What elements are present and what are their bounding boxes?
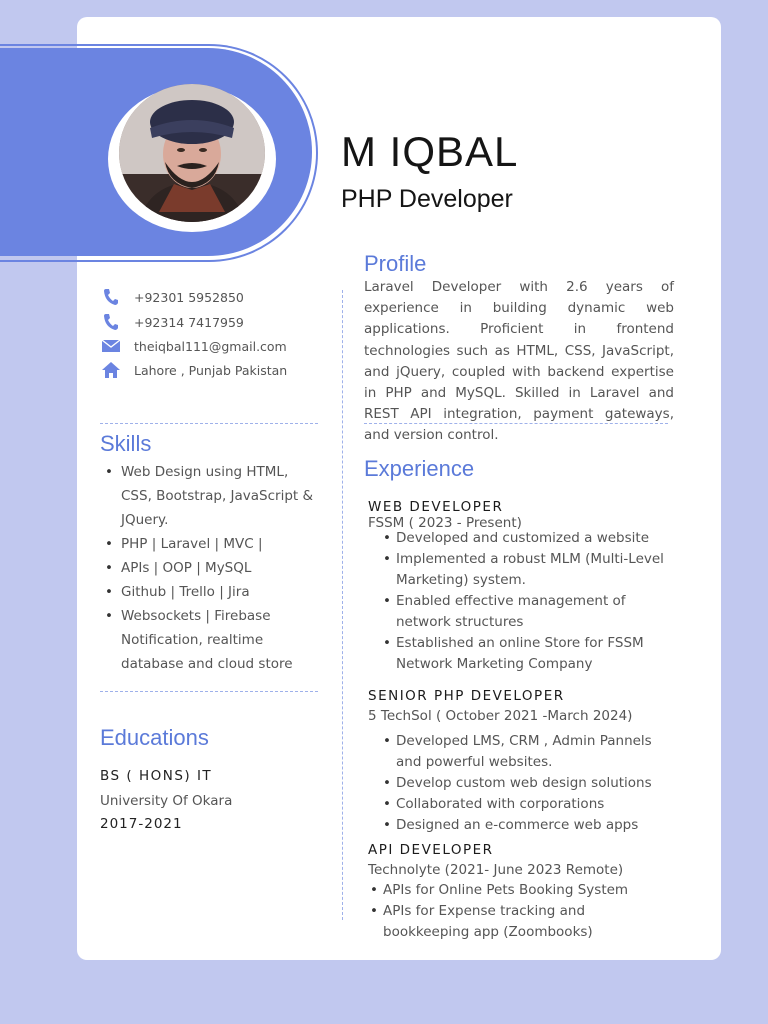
job-bullet: • Developed and customized a website bbox=[383, 528, 673, 549]
job-3-company: Technolyte (2021- June 2023 Remote) bbox=[368, 862, 624, 878]
job-1-bullets bbox=[383, 528, 673, 675]
email-address[interactable]: theiqbal111@gmail.com bbox=[134, 338, 287, 354]
skill-item: • APIs | OOP | MySQL bbox=[105, 556, 315, 580]
skill-item: • Github | Trello | Jira bbox=[105, 580, 315, 604]
column-divider bbox=[342, 290, 343, 920]
profile-photo-image bbox=[119, 84, 265, 222]
skill-item: • Web Design using HTML, CSS, Bootstrap, JavaScript & JQuery. bbox=[105, 460, 315, 532]
address-text: Lahore , Punjab Pakistan bbox=[134, 362, 288, 378]
job-bullet: • Established an online Store for FSSM Network Marketing Company bbox=[383, 633, 673, 675]
profile-summary: Laravel Developer with 2.6 years of experience in building dynamic web applications. Proficient in frontend technologies such as HTML, CSS, JavaScript, and jQuery, coupled with backend expertise in PHP and MySQL. Skilled in Laravel and REST API integration, payment gateways, and version control. bbox=[364, 279, 674, 444]
job-3-bullets bbox=[370, 880, 670, 943]
phone-icon bbox=[100, 313, 122, 331]
job-bullet: • Enabled effective management of network structures bbox=[383, 591, 673, 633]
contact-phone-1 bbox=[100, 288, 244, 306]
job-bullet: • Collaborated with corporations bbox=[383, 794, 673, 815]
phone-icon bbox=[100, 288, 122, 306]
job-2-company: 5 TechSol ( October 2021 -March 2024) bbox=[368, 708, 633, 724]
email-icon bbox=[100, 337, 122, 355]
job-title-heading: PHP Developer bbox=[341, 185, 513, 213]
divider bbox=[364, 423, 668, 424]
job-1-title: WEB DEVELOPER bbox=[368, 499, 504, 515]
education-heading: Educations bbox=[100, 725, 209, 750]
profile-heading: Profile bbox=[364, 251, 427, 276]
person-name: M IQBAL bbox=[341, 128, 519, 175]
divider bbox=[100, 691, 318, 692]
divider bbox=[100, 423, 318, 424]
skill-item: • PHP | Laravel | MVC | bbox=[105, 532, 315, 556]
skills-heading: Skills bbox=[100, 431, 152, 456]
experience-heading: Experience bbox=[364, 456, 475, 481]
skill-item: • Websockets | Firebase Notification, realtime database and cloud store bbox=[105, 604, 315, 676]
job-bullet: • Designed an e-commerce web apps bbox=[383, 815, 673, 836]
job-2-title: SENIOR PHP DEVELOPER bbox=[368, 688, 565, 704]
home-icon bbox=[100, 361, 122, 379]
contact-address bbox=[100, 361, 287, 379]
profile-photo bbox=[119, 84, 265, 222]
job-3-title: API DEVELOPER bbox=[368, 842, 494, 858]
phone-number-1[interactable]: +92301 5952850 bbox=[134, 289, 244, 305]
job-bullet: • Develop custom web design solutions bbox=[383, 773, 673, 794]
job-bullet: • APIs for Online Pets Booking System bbox=[370, 880, 670, 901]
job-bullet: • APIs for Expense tracking and bookkeeping app (Zoombooks) bbox=[370, 901, 670, 943]
contact-phone-2 bbox=[100, 313, 244, 331]
education-university: University Of Okara bbox=[100, 793, 233, 809]
contact-email bbox=[100, 337, 287, 355]
education-degree: BS ( HONS) IT bbox=[100, 768, 213, 784]
job-bullet: • Implemented a robust MLM (Multi-Level Marketing) system. bbox=[383, 549, 673, 591]
job-1-company: FSSM ( 2023 - Present) bbox=[368, 515, 522, 531]
skills-list bbox=[105, 460, 315, 676]
job-2-bullets bbox=[383, 731, 673, 836]
phone-number-2[interactable]: +92314 7417959 bbox=[134, 314, 244, 330]
job-bullet: • Developed LMS, CRM , Admin Pannels and powerful websites. bbox=[383, 731, 673, 773]
education-years: 2017-2021 bbox=[100, 816, 183, 832]
